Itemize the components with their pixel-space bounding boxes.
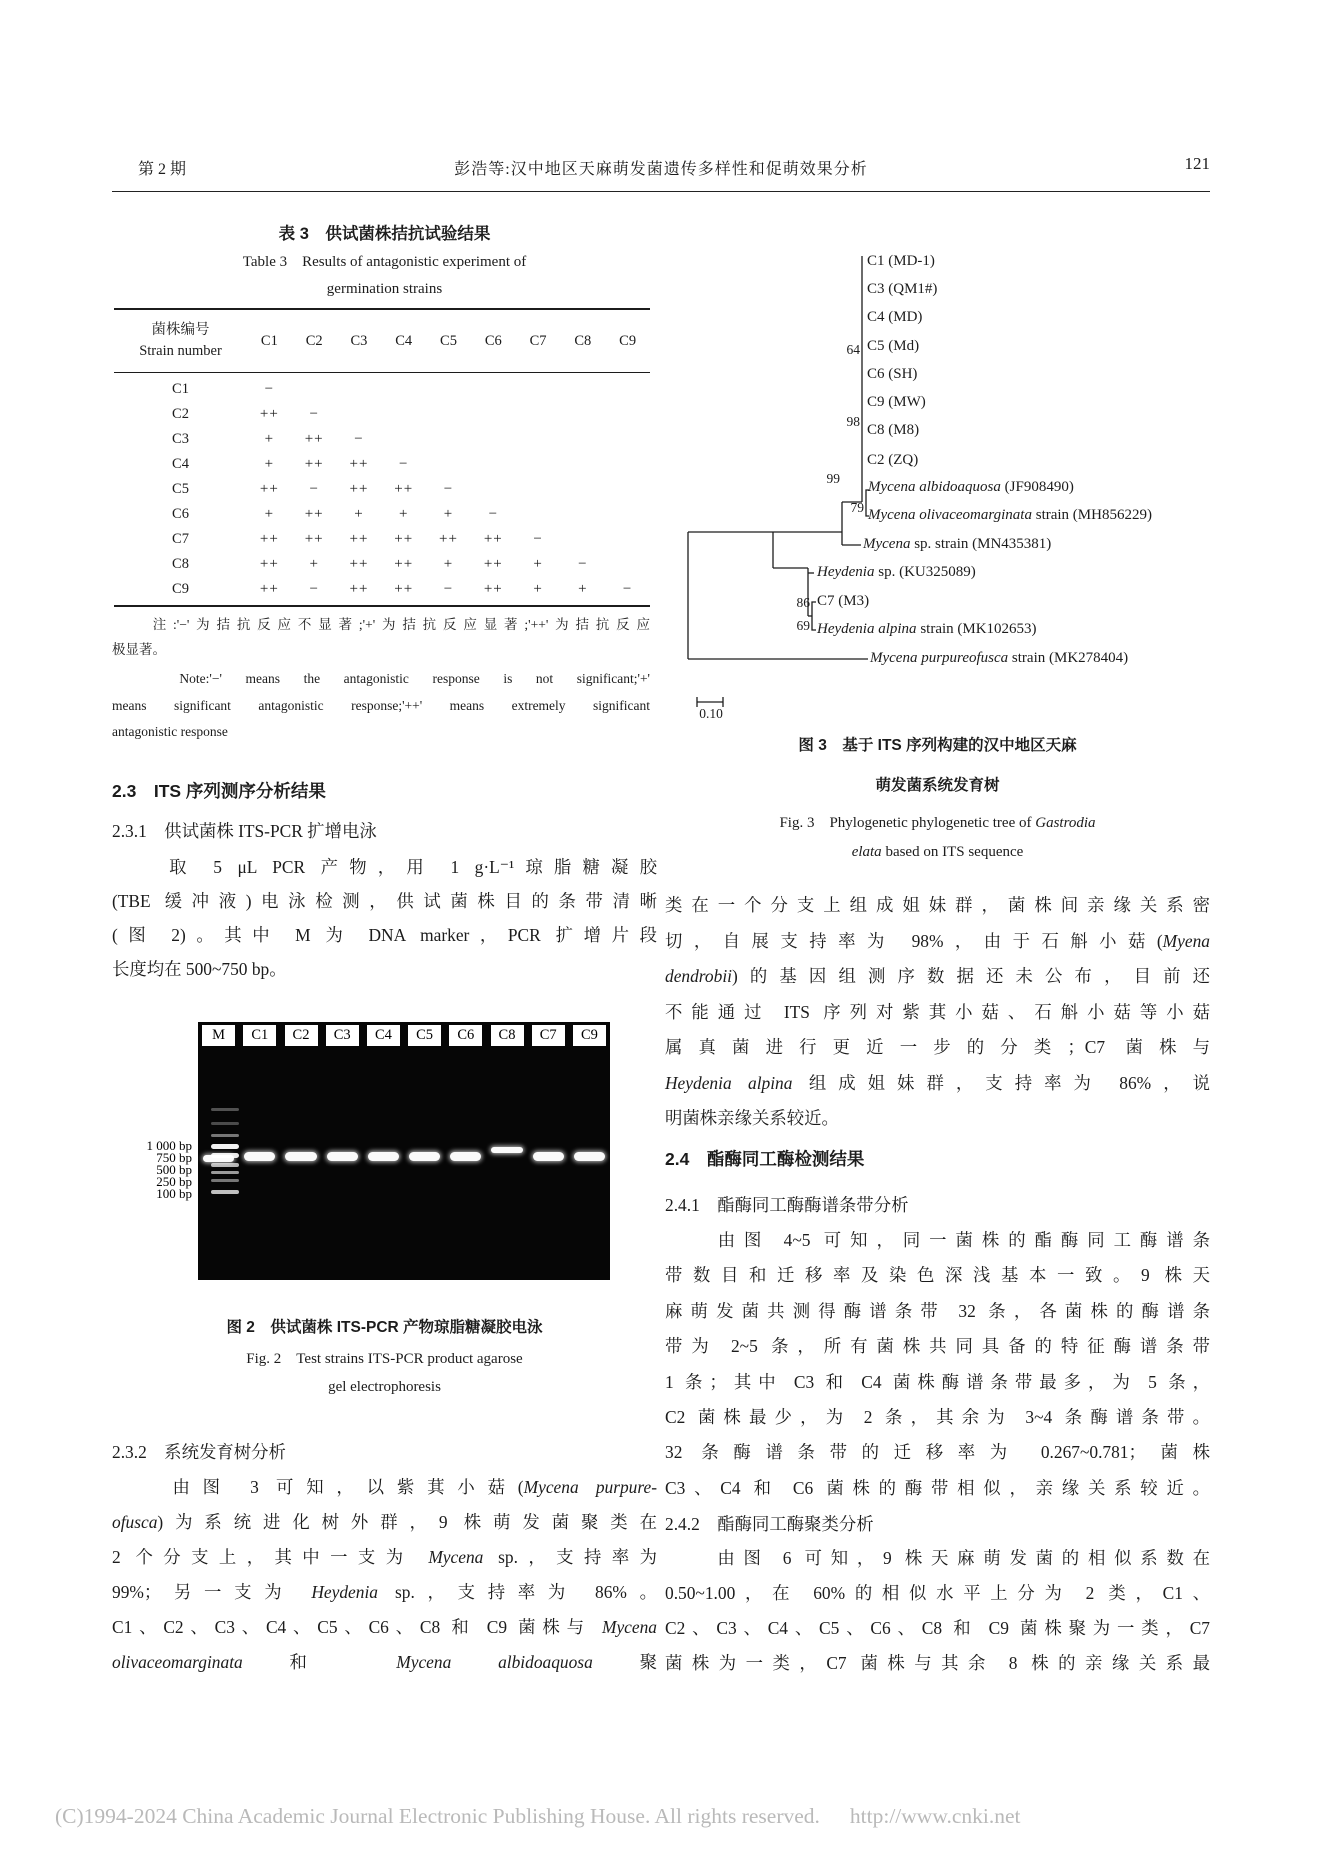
antagonism-cell: +	[443, 556, 454, 572]
fig3-caption-cn-line1: 图 3 基于 ITS 序列构建的汉中地区天麻	[798, 737, 1077, 754]
gel-lane	[445, 1022, 486, 1280]
cnki-url: http://www.cnki.net	[849, 1804, 1021, 1828]
table-row	[114, 577, 650, 602]
strain-label: C3	[172, 431, 189, 447]
pcr-band	[533, 1152, 564, 1161]
strain-label: C5	[172, 481, 189, 497]
paragraph-2-3-2: 由图 3 可知，以紫萁小菇(Mycena purpure- ofusca)为系统进化树外群，9 株萌发菌聚类在 2 个分支上，其中一支为 Mycena sp.，支持率为 99%；另一支为 Heydenia sp.，支持率为 86%。 C1、C2、C3、C4、C5、C6、C8 和 C9 菌株与 Mycena olivaceomarginata 和 Mycena albidoaquosa 聚	[112, 1477, 658, 1672]
gel-lane	[322, 1022, 363, 1280]
strain-label: C6	[172, 506, 189, 522]
antagonism-cell: −	[443, 581, 454, 597]
gel-lane-label: M	[202, 1025, 235, 1046]
gel-lane	[239, 1022, 280, 1280]
table-row	[114, 452, 650, 477]
column-header: C8	[574, 332, 592, 349]
section-heading-2-4: 2.4 酯酶同工酶检测结果	[665, 1149, 865, 1169]
table3-title-en-line2: germination strains	[326, 281, 443, 297]
gel-lane	[363, 1022, 404, 1280]
antagonism-cell: +	[309, 556, 319, 572]
tree-leaf: Mycena purpureofusca strain (MK278404)	[870, 650, 1129, 666]
table-row	[114, 552, 650, 577]
paragraph-2-4-2: 由图 6 可知，9 株天麻萌发菌的相似系数在 0.50~1.00，在 60%的相似水平上分为 2 类，C1、 C2、C3、C4、C5、C6、C8 和 C9 菌株聚为一类，C7 菌株为一类，C7 菌株与其余 8 株的亲缘关系最	[665, 1548, 1210, 1673]
paragraph-right-1: 类在一个分支上组成姐妹群，菌株间亲缘关系密 切，自展支持率为 98%，由于石斛小菇(Myena dendrobii)的基因组测序数据还未公布，目前还 不能通过 ITS 序列对紫萁小菇、石斛小菇等小菇 属真菌进行更近一步的分类；C7 菌株与 Heydenia alpina 组成姐妹群，支持率为 86%，说 明菌株亲缘关系较近。	[665, 895, 1210, 1128]
table-row	[114, 527, 650, 552]
column-header: C7	[529, 332, 547, 349]
bootstrap-value: 69	[796, 618, 810, 633]
ladder-band	[211, 1134, 239, 1137]
ladder-band	[211, 1163, 239, 1167]
table3-title-en-line1: Table 3 Results of antagonistic experiment of	[242, 254, 527, 270]
marker-size-label: 1 000 bp	[146, 1138, 192, 1153]
antagonism-cell: +	[264, 456, 275, 472]
tree-leaf: Mycena olivaceomarginata strain (MH856229)	[868, 507, 1152, 523]
tree-leaf: Mycena albidoaquosa (JF908490)	[868, 479, 1074, 495]
bootstrap-value: 64	[846, 342, 860, 357]
gel-marker-labels	[128, 1140, 192, 1200]
antagonism-cell: +	[578, 581, 588, 597]
antagonism-cell: −	[309, 581, 319, 597]
journal-issue-label: 第 2 期	[138, 161, 187, 178]
antagonism-cell: ++	[394, 481, 414, 497]
gel-lane-label: C8	[491, 1025, 524, 1046]
fig3-caption-en-line1: Fig. 3 Phylogenetic phylogenetic tree of Gastrodia	[779, 815, 1096, 831]
tree-leaf: C5 (Md)	[867, 338, 920, 354]
gel-electrophoresis-figure	[112, 1022, 657, 1284]
pcr-band	[244, 1152, 275, 1161]
fig3-caption-en-line2: elata based on ITS sequence	[851, 844, 1024, 860]
antagonism-cell: −	[622, 581, 633, 597]
antagonism-cell: ++	[394, 556, 414, 572]
antagonism-cell: +	[264, 506, 275, 522]
column-header: C3	[350, 332, 368, 349]
gel-lane-label: C9	[573, 1025, 606, 1046]
ladder-band	[211, 1190, 239, 1194]
right-column	[665, 180, 1210, 1740]
antagonism-cell: +	[264, 431, 275, 447]
gel-lane	[198, 1022, 239, 1280]
copyright-text: (C)1994-2024 China Academic Journal Electronic Publishing House. All rights reserved.	[55, 1804, 820, 1828]
pcr-band	[491, 1147, 522, 1153]
tree-leaf: C2 (ZQ)	[867, 452, 919, 468]
gel-lane-label: C4	[367, 1025, 400, 1046]
section-heading-2-3-1: 2.3.1 供试菌株 ITS-PCR 扩增电泳	[112, 821, 377, 841]
column-header: C9	[619, 332, 637, 349]
fig2-caption-en-line1: Fig. 2 Test strains ITS-PCR product agarose	[246, 1351, 523, 1367]
gel-lane-label: C1	[243, 1025, 276, 1046]
column-header: C6	[484, 332, 502, 349]
column-header: C1	[260, 332, 278, 349]
marker-size-label: 500 bp	[156, 1162, 192, 1177]
gel-lane-label: C6	[449, 1025, 482, 1046]
antagonism-cell: ++	[304, 506, 324, 522]
strain-header-en: Strain number	[139, 343, 222, 359]
tree-leaf: C8 (M8)	[867, 422, 920, 438]
fig3-caption-cn-line2: 萌发菌系统发育树	[875, 777, 1000, 794]
antagonism-cell: −	[488, 506, 499, 522]
tree-leaf: C7 (M3)	[817, 593, 870, 609]
bootstrap-value: 86	[796, 595, 810, 610]
antagonism-cell: ++	[304, 431, 324, 447]
gel-lane	[569, 1022, 610, 1280]
phylogenetic-tree	[680, 195, 1220, 735]
antagonism-cell: ++	[394, 531, 414, 547]
ladder-band	[211, 1108, 239, 1111]
table-row	[114, 377, 650, 402]
antagonism-cell: −	[309, 481, 319, 497]
strain-header	[114, 320, 247, 362]
antagonism-cell: ++	[259, 581, 279, 597]
antagonism-cell: ++	[483, 581, 503, 597]
antagonism-cell: ++	[259, 406, 279, 422]
table-header-row	[114, 310, 650, 373]
marker-size-label: 750 bp	[156, 1150, 192, 1165]
antagonism-cell: +	[354, 506, 364, 522]
tree-leaf: C1 (MD-1)	[867, 253, 935, 269]
antagonism-cell: ++	[304, 456, 324, 472]
antagonism-cell: −	[354, 431, 364, 447]
bootstrap-value: 99	[826, 471, 840, 486]
fig2-caption-en-line2: gel electrophoresis	[328, 1379, 441, 1395]
antagonism-cell: ++	[349, 456, 369, 472]
column-headers	[247, 333, 650, 350]
antagonism-cell: ++	[349, 531, 369, 547]
bootstrap-value: 79	[850, 500, 864, 515]
section-heading-2-4-1: 2.4.1 酯酶同工酶酶谱条带分析	[665, 1195, 909, 1215]
marker-size-label: 100 bp	[156, 1186, 192, 1201]
antagonism-cell: ++	[259, 556, 279, 572]
ladder-band	[211, 1179, 239, 1182]
tree-leaf: C6 (SH)	[867, 366, 918, 382]
tree-leaf: Mycena sp. strain (MN435381)	[863, 536, 1052, 552]
table-body	[114, 373, 650, 605]
table-row	[114, 502, 650, 527]
strain-label: C1	[172, 381, 189, 397]
section-heading-2-3-2: 2.3.2 系统发育树分析	[112, 1442, 286, 1462]
antagonism-cell: +	[533, 581, 543, 597]
ladder-band	[211, 1144, 239, 1149]
section-heading-2-4-2: 2.4.2 酯酶同工酶聚类分析	[665, 1514, 874, 1534]
pcr-band	[450, 1152, 481, 1161]
paragraph-2-3-1: 取 5 μL PCR 产物，用 1 g·L⁻¹琼脂糖凝胶 (TBE 缓冲液)电泳检测，供试菌株目的条带清晰 (图 2)。其中 M 为 DNA marker，PCR 扩增片段 长度均在 500~750 bp。	[112, 857, 657, 979]
column-header: C2	[305, 332, 323, 349]
tree-leaf: C3 (QM1#)	[867, 281, 938, 297]
tree-leaf: Heydenia alpina strain (MK102653)	[817, 621, 1037, 637]
pcr-band	[285, 1152, 316, 1161]
antagonism-cell: −	[578, 556, 588, 572]
strain-label: C8	[172, 556, 189, 572]
strain-label: C7	[172, 531, 189, 547]
pcr-band	[327, 1152, 358, 1161]
tree-leaf: Heydenia sp. (KU325089)	[817, 564, 976, 580]
antagonism-cell: −	[533, 531, 543, 547]
gel-lane	[528, 1022, 569, 1280]
strain-label: C4	[172, 456, 189, 472]
table-row	[114, 477, 650, 502]
strain-header-cn: 菌株编号	[151, 322, 210, 338]
strain-label: C2	[172, 406, 189, 422]
antagonism-cell: ++	[259, 531, 279, 547]
gel-lane	[280, 1022, 321, 1280]
paragraph-2-4-1: 由图 4~5 可知，同一菌株的酯酶同工酶谱条 带数目和迁移率及染色深浅基本一致。9 株天 麻萌发菌共测得酶谱条带 32 条，各菌株的酶谱条 带为 2~5 条，所有菌株共同具备的特征酶谱条带 1 条；其中 C3 和 C4 菌株酶谱条带最多，为 5 条， C2 菌株最少，为 2 条，其余为 3~4 条酶谱条带。 32 条酶谱条带的迁移率为 0.267~0.781；菌株 C3、C4 和 C6 菌株的酶带相似，亲缘关系较近。	[665, 1230, 1210, 1498]
fig2-caption-cn: 图 2 供试菌株 ITS-PCR 产物琼脂糖凝胶电泳	[226, 1319, 543, 1336]
gel-lane-label: C2	[285, 1025, 318, 1046]
table3-title-cn: 表 3 供试菌株拮抗试验结果	[278, 225, 491, 243]
gel-lane-label: C7	[532, 1025, 565, 1046]
antagonism-cell: ++	[259, 481, 279, 497]
gel-lane-label: C3	[326, 1025, 359, 1046]
ladder-band	[211, 1153, 239, 1158]
tree-leaf: C9 (MW)	[867, 394, 926, 410]
ladder-band	[211, 1122, 239, 1125]
tree-scale-label: 0.10	[699, 706, 723, 721]
section-heading-2-3: 2.3 ITS 序列测序分析结果	[112, 781, 326, 801]
page-number: 121	[1184, 154, 1210, 173]
table-note-cn: 注:'−'为拮抗反应不显著;'+'为拮抗反应显著;'++'为拮抗反应 极显著。	[112, 617, 650, 657]
antagonism-cell: +	[533, 556, 543, 572]
antagonism-cell: −	[264, 381, 275, 397]
antagonism-cell: ++	[483, 556, 503, 572]
table-note-en: Note:'−' means the antagonistic response is not significant;'+' means significant antagonistic response;'++' means extremely significant antagonistic response	[112, 671, 650, 739]
marker-size-label: 250 bp	[156, 1174, 192, 1189]
column-header: C4	[395, 332, 413, 349]
pcr-band	[409, 1152, 440, 1161]
antagonism-cell: ++	[349, 481, 369, 497]
antagonism-cell: ++	[439, 531, 458, 547]
antagonism-cell: ++	[483, 531, 503, 547]
antagonism-cell: ++	[349, 556, 369, 572]
pcr-band	[368, 1152, 399, 1161]
antagonism-cell: −	[399, 456, 409, 472]
bootstrap-value: 98	[846, 414, 860, 429]
left-column	[112, 180, 657, 1740]
gel-lane	[486, 1022, 527, 1280]
antagonism-cell: −	[309, 406, 319, 422]
antagonism-cell: ++	[304, 531, 324, 547]
ladder-band	[211, 1171, 239, 1174]
table-row	[114, 427, 650, 452]
antagonism-cell: ++	[349, 581, 369, 597]
antagonism-table	[114, 308, 650, 607]
copyright-footer	[55, 1804, 1285, 1829]
gel-image	[198, 1022, 610, 1280]
antagonism-cell: ++	[394, 581, 414, 597]
tree-leaf: C4 (MD)	[867, 309, 923, 325]
pcr-band	[574, 1152, 605, 1161]
antagonism-cell: +	[443, 506, 454, 522]
antagonism-cell: −	[443, 481, 454, 497]
column-header: C5	[440, 332, 457, 349]
running-title: 彭浩等:汉中地区天麻萌发菌遗传多样性和促萌效果分析	[454, 161, 868, 178]
gel-lane-label: C5	[408, 1025, 441, 1046]
strain-label: C9	[172, 581, 189, 597]
gel-lane	[404, 1022, 445, 1280]
table-row	[114, 402, 650, 427]
antagonism-cell: +	[399, 506, 409, 522]
